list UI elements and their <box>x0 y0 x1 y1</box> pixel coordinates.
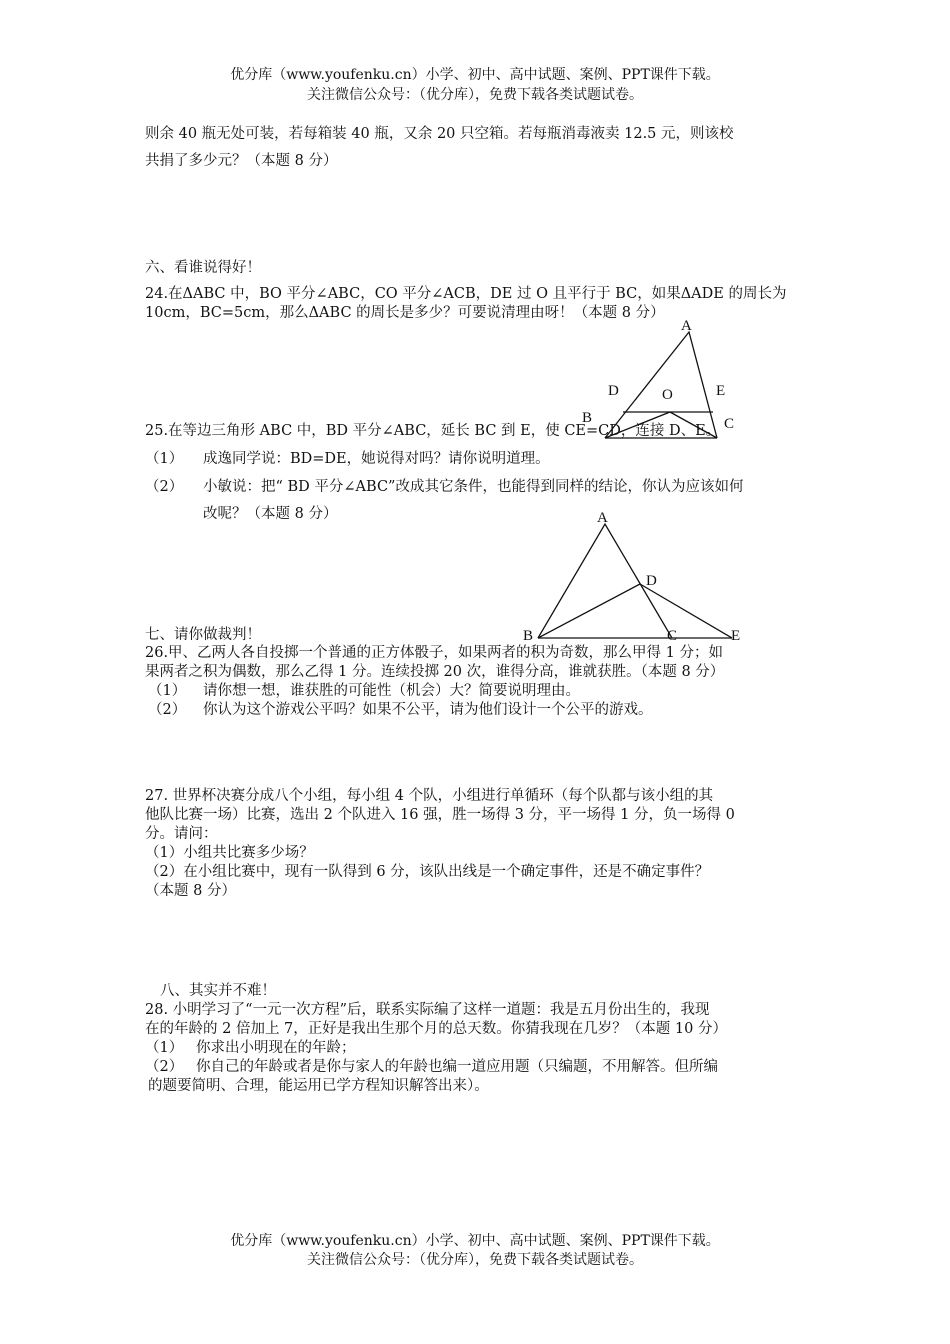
label-b: B <box>582 410 593 426</box>
q25-sub2-num: （2） <box>145 479 184 495</box>
page-header-line2: 关注微信公众号：（优分库），免费下载各类试题试卷。 <box>307 87 643 103</box>
section-8-title: 八、其实并不难！ <box>160 983 276 999</box>
q28-sub2-text-line2: 的题要简明、合理，能运用已学方程知识解答出来）。 <box>148 1078 489 1094</box>
q28-sub2-num: （2） <box>145 1059 184 1075</box>
label-e: E <box>716 383 726 399</box>
label-e: E <box>731 628 741 644</box>
q23-text-line1: 则余 40 瓶无处可装，若每箱装 40 瓶，又余 20 只空箱。若每瓶消毒液卖 12.5 元，则该校 <box>145 126 734 142</box>
segment-de <box>640 584 732 638</box>
q28-sub1-text: 你求出小明现在的年龄； <box>196 1040 356 1056</box>
q25-text-line1: 25.在等边三角形 ABC 中，BD 平分∠ABC，延长 BC 到 E，使 CE=CD，连接 D、E。 <box>145 423 721 439</box>
q28-sub1-num: （1） <box>145 1040 184 1056</box>
q25-sub2-text-line2: 改呢？（本题 8 分） <box>203 506 338 522</box>
q24-text-line2: 10cm，BC=5cm，那么ΔABC 的周长是多少？可要说清理由呀！（本题 8 分） <box>145 305 665 321</box>
page-header-line1: 优分库（www.youfenku.cn）小学、初中、高中试题、案例、PPT课件下载。 <box>230 67 720 83</box>
q26-text-line1: 26.甲、乙两人各自投掷一个普通的正方体骰子，如果两者的积为奇数，那么甲得 1 分；如 <box>145 645 723 661</box>
page-footer-line2: 关注微信公众号：（优分库），免费下载各类试题试卷。 <box>307 1252 643 1268</box>
q25-sub1-text: 成逸同学说：BD=DE，她说得对吗？请你说明道理。 <box>203 451 550 467</box>
label-d: D <box>646 573 657 589</box>
section-7-title: 七、请你做裁判！ <box>145 627 261 643</box>
q28-text-line2: 在的年龄的 2 倍加上 7，正好是我出生那个月的总天数。你猜我现在几岁？（本题 10 分） <box>145 1021 727 1037</box>
section-6-title: 六、看谁说得好！ <box>145 260 261 276</box>
label-o: O <box>662 387 673 403</box>
q27-text-line2: 他队比赛一场）比赛，选出 2 个队进入 16 强，胜一场得 3 分，平一场得 1 分，负一场得 0 <box>145 807 735 823</box>
q27-text-line3: 分。请问： <box>145 826 218 842</box>
label-a: A <box>597 510 608 526</box>
triangle-figure-2 <box>515 506 760 644</box>
q27-sub1-text: （1）小组共比赛多少场？ <box>145 845 314 861</box>
q25-sub2-text-line1: 小敏说：把“ BD 平分∠ABC”改成其它条件，也能得到同样的结论，你认为应该如何 <box>203 479 744 495</box>
q23-text-line2: 共捐了多少元？（本题 8 分） <box>145 153 338 169</box>
q24-text-line1: 24.在ΔABC 中，BO 平分∠ABC，CO 平分∠ACB，DE 过 O 且平行于 BC，如果ΔADE 的周长为 <box>145 286 787 302</box>
q26-sub1-text: 请你想一想，谁获胜的可能性（机会）大？简要说明理由。 <box>203 683 580 699</box>
label-c: C <box>724 416 735 432</box>
q28-sub2-text-line1: 你自己的年龄或者是你与家人的年龄也编一道应用题（只编题，不用解答。但所编 <box>196 1059 718 1075</box>
q27-sub2-text: （2）在小组比赛中，现有一队得到 6 分，该队出线是一个确定事件，还是不确定事件？ <box>145 864 710 880</box>
label-a: A <box>681 318 692 334</box>
q27-text-line1: 27. 世界杯决赛分成八个小组，每小组 4 个队，小组进行单循环（每个队都与该小组的其 <box>145 788 714 804</box>
q26-sub2-num: （2） <box>148 702 187 718</box>
label-b: B <box>523 628 534 644</box>
q26-text-line2: 果两者之积为偶数，那么乙得 1 分。连续投掷 20 次，谁得分高，谁就获胜。（本题 8 分） <box>145 664 725 680</box>
label-c: C <box>667 628 678 644</box>
q25-sub1-num: （1） <box>145 451 184 467</box>
page-footer-line1: 优分库（www.youfenku.cn）小学、初中、高中试题、案例、PPT课件下载。 <box>230 1233 720 1249</box>
q26-sub2-text: 你认为这个游戏公平吗？如果不公平，请为他们设计一个公平的游戏。 <box>203 702 653 718</box>
q27-sub2-text-line2: （本题 8 分） <box>145 883 236 899</box>
q28-text-line1: 28. 小明学习了“一元一次方程”后，联系实际编了这样一道题：我是五月份出生的，我现 <box>145 1002 710 1018</box>
label-d: D <box>608 383 619 399</box>
q26-sub1-num: （1） <box>148 683 187 699</box>
